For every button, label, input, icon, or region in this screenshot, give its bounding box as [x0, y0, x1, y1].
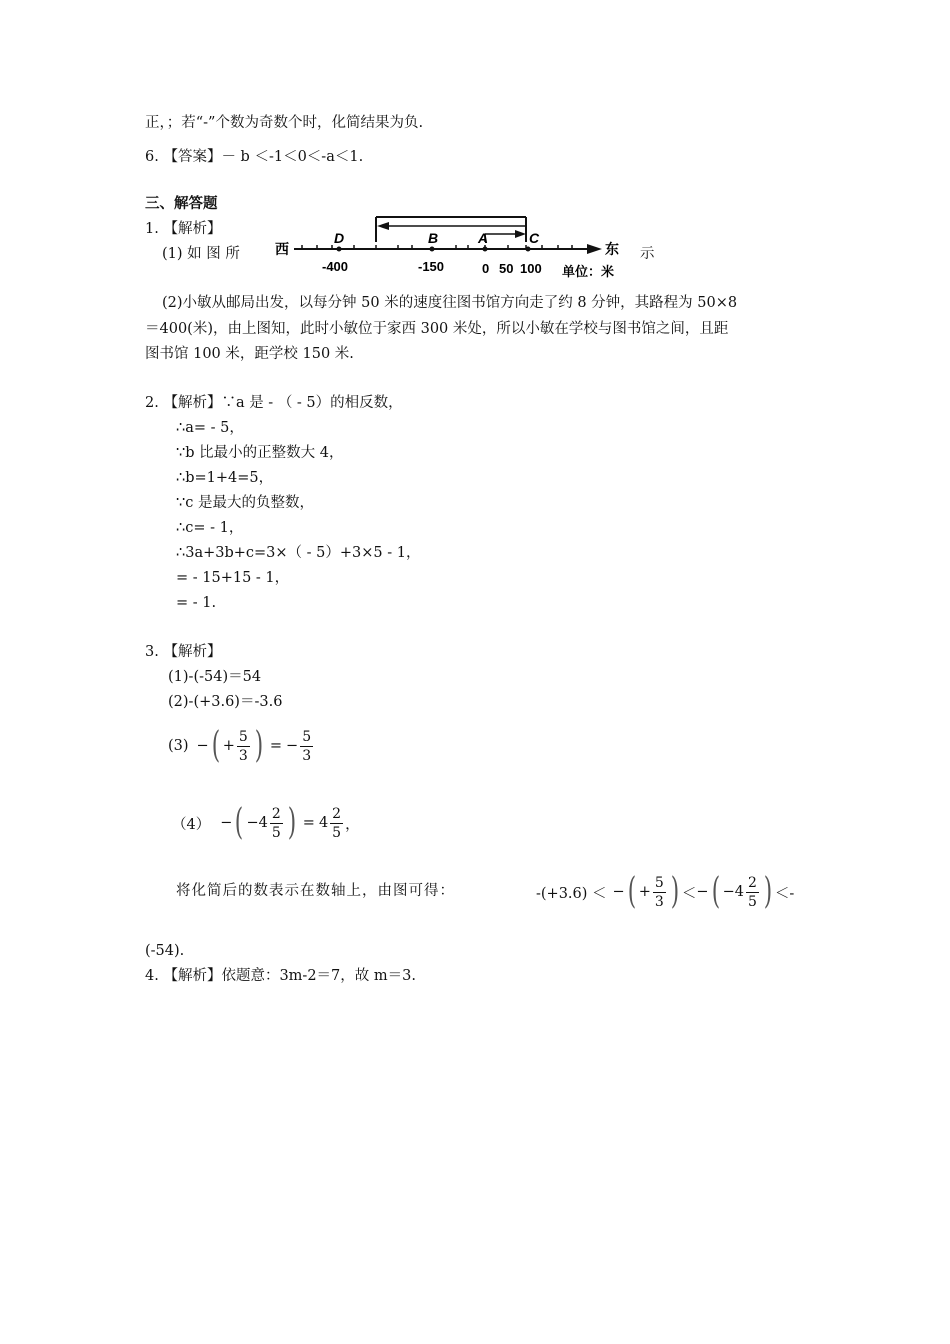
q1-part2-line-b: ＝400(米)，由上图知，此时小敏位于家西 300 米处，所以小敏在学校与图书馆之间，且距: [145, 321, 729, 337]
q3-heading: 3. 【解析】: [145, 644, 222, 660]
q3-line-1: (1)-(-54)＝54: [168, 669, 262, 685]
fraction-5-3: $\frac{5}{3}$: [238, 728, 248, 764]
section-title-3: 三、解答题: [145, 195, 218, 212]
text-line-1: 正，；若“-”个数为奇数个时，化简结果为负.: [145, 115, 424, 131]
tick-label-neg150: -150: [418, 259, 445, 274]
q3-conclusion-text: 将化简后的数表示在数轴上，由图可得：: [176, 883, 455, 899]
q3-label-4: （4）: [172, 816, 211, 833]
point-b-label: B: [428, 230, 439, 246]
q2-heading: 2. 【解析】∵a 是 - （ - 5）的相反数，: [145, 395, 403, 411]
number-line-diagram: [272, 212, 622, 282]
point-c-marker: [526, 247, 531, 252]
q1-part1-left: (1) 如 图 所: [162, 246, 240, 262]
q3-conclusion-expression: -(+3.6) ＜ − ( + $\frac{5}{3}$ ) ＜ − ( −4 $\frac{2}{5}$ ) ＜-: [536, 871, 795, 912]
tick-label-50: 50: [499, 261, 514, 276]
point-a-marker: [483, 247, 488, 252]
point-d-label: D: [334, 230, 345, 246]
tick-label-0: 0: [482, 261, 490, 276]
q3-conclusion-end: (-54).: [145, 943, 185, 959]
tick-label-100: 100: [520, 261, 542, 276]
point-a-label: A: [478, 230, 489, 246]
tick-label-neg400: -400: [322, 259, 349, 274]
point-b-marker: [430, 247, 435, 252]
fraction-5-3-result: $\frac{5}{3}$: [302, 728, 312, 764]
east-label: 东: [605, 241, 619, 257]
q2-line-7: = - 15+15 - 1，: [176, 570, 290, 586]
point-c-label: C: [529, 230, 540, 246]
q1-part2-line-a: (2)小敏从邮局出发，以每分钟 50 米的速度往图书馆方向走了约 8 分钟，其路程为 50×8: [162, 295, 738, 311]
q2-line-2: ∵b 比最小的正整数大 4，: [176, 445, 344, 461]
q2-line-4: ∵c 是最大的负整数，: [176, 495, 314, 511]
q3-line-2: (2)-(+3.6)＝-3.6: [168, 694, 283, 710]
q2-line-5: ∴c= - 1，: [176, 520, 244, 536]
point-d-marker: [337, 247, 342, 252]
q1-part1-right: 示: [640, 246, 655, 262]
q3-label-3: (3): [168, 738, 189, 754]
q2-line-1: ∴a= - 5，: [176, 420, 244, 436]
q3-expression-3: (3) − ( + $\frac{5}{3}$ ) = − $\frac{5}{3}$: [168, 725, 312, 766]
q3-expression-4: （4） − ( −4 $\frac{2}{5}$ ) = 4 $\frac{2}{5}$ ，: [172, 802, 360, 843]
q2-line-3: ∴b=1+4=5，: [176, 470, 274, 486]
fraction-2-5-result: $\frac{2}{5}$: [332, 805, 342, 841]
q2-line-6: ∴3a+3b+c=3×（ - 5）+3×5 - 1，: [176, 545, 421, 561]
unit-label: 单位：米: [562, 264, 615, 279]
q1-part2-line-c: 图书馆 100 米，距学校 150 米.: [145, 346, 354, 362]
q2-line-8: = - 1.: [176, 595, 217, 611]
q4-line: 4. 【解析】依题意：3m-2＝7，故 m＝3.: [145, 968, 416, 984]
west-label: 西: [275, 241, 289, 257]
fraction-2-5: $\frac{2}{5}$: [271, 805, 281, 841]
text-line-answer-6: 6. 【答案】－ b ＜-1＜0＜-a＜1.: [145, 149, 364, 165]
q1-heading: 1. 【解析】: [145, 221, 222, 237]
